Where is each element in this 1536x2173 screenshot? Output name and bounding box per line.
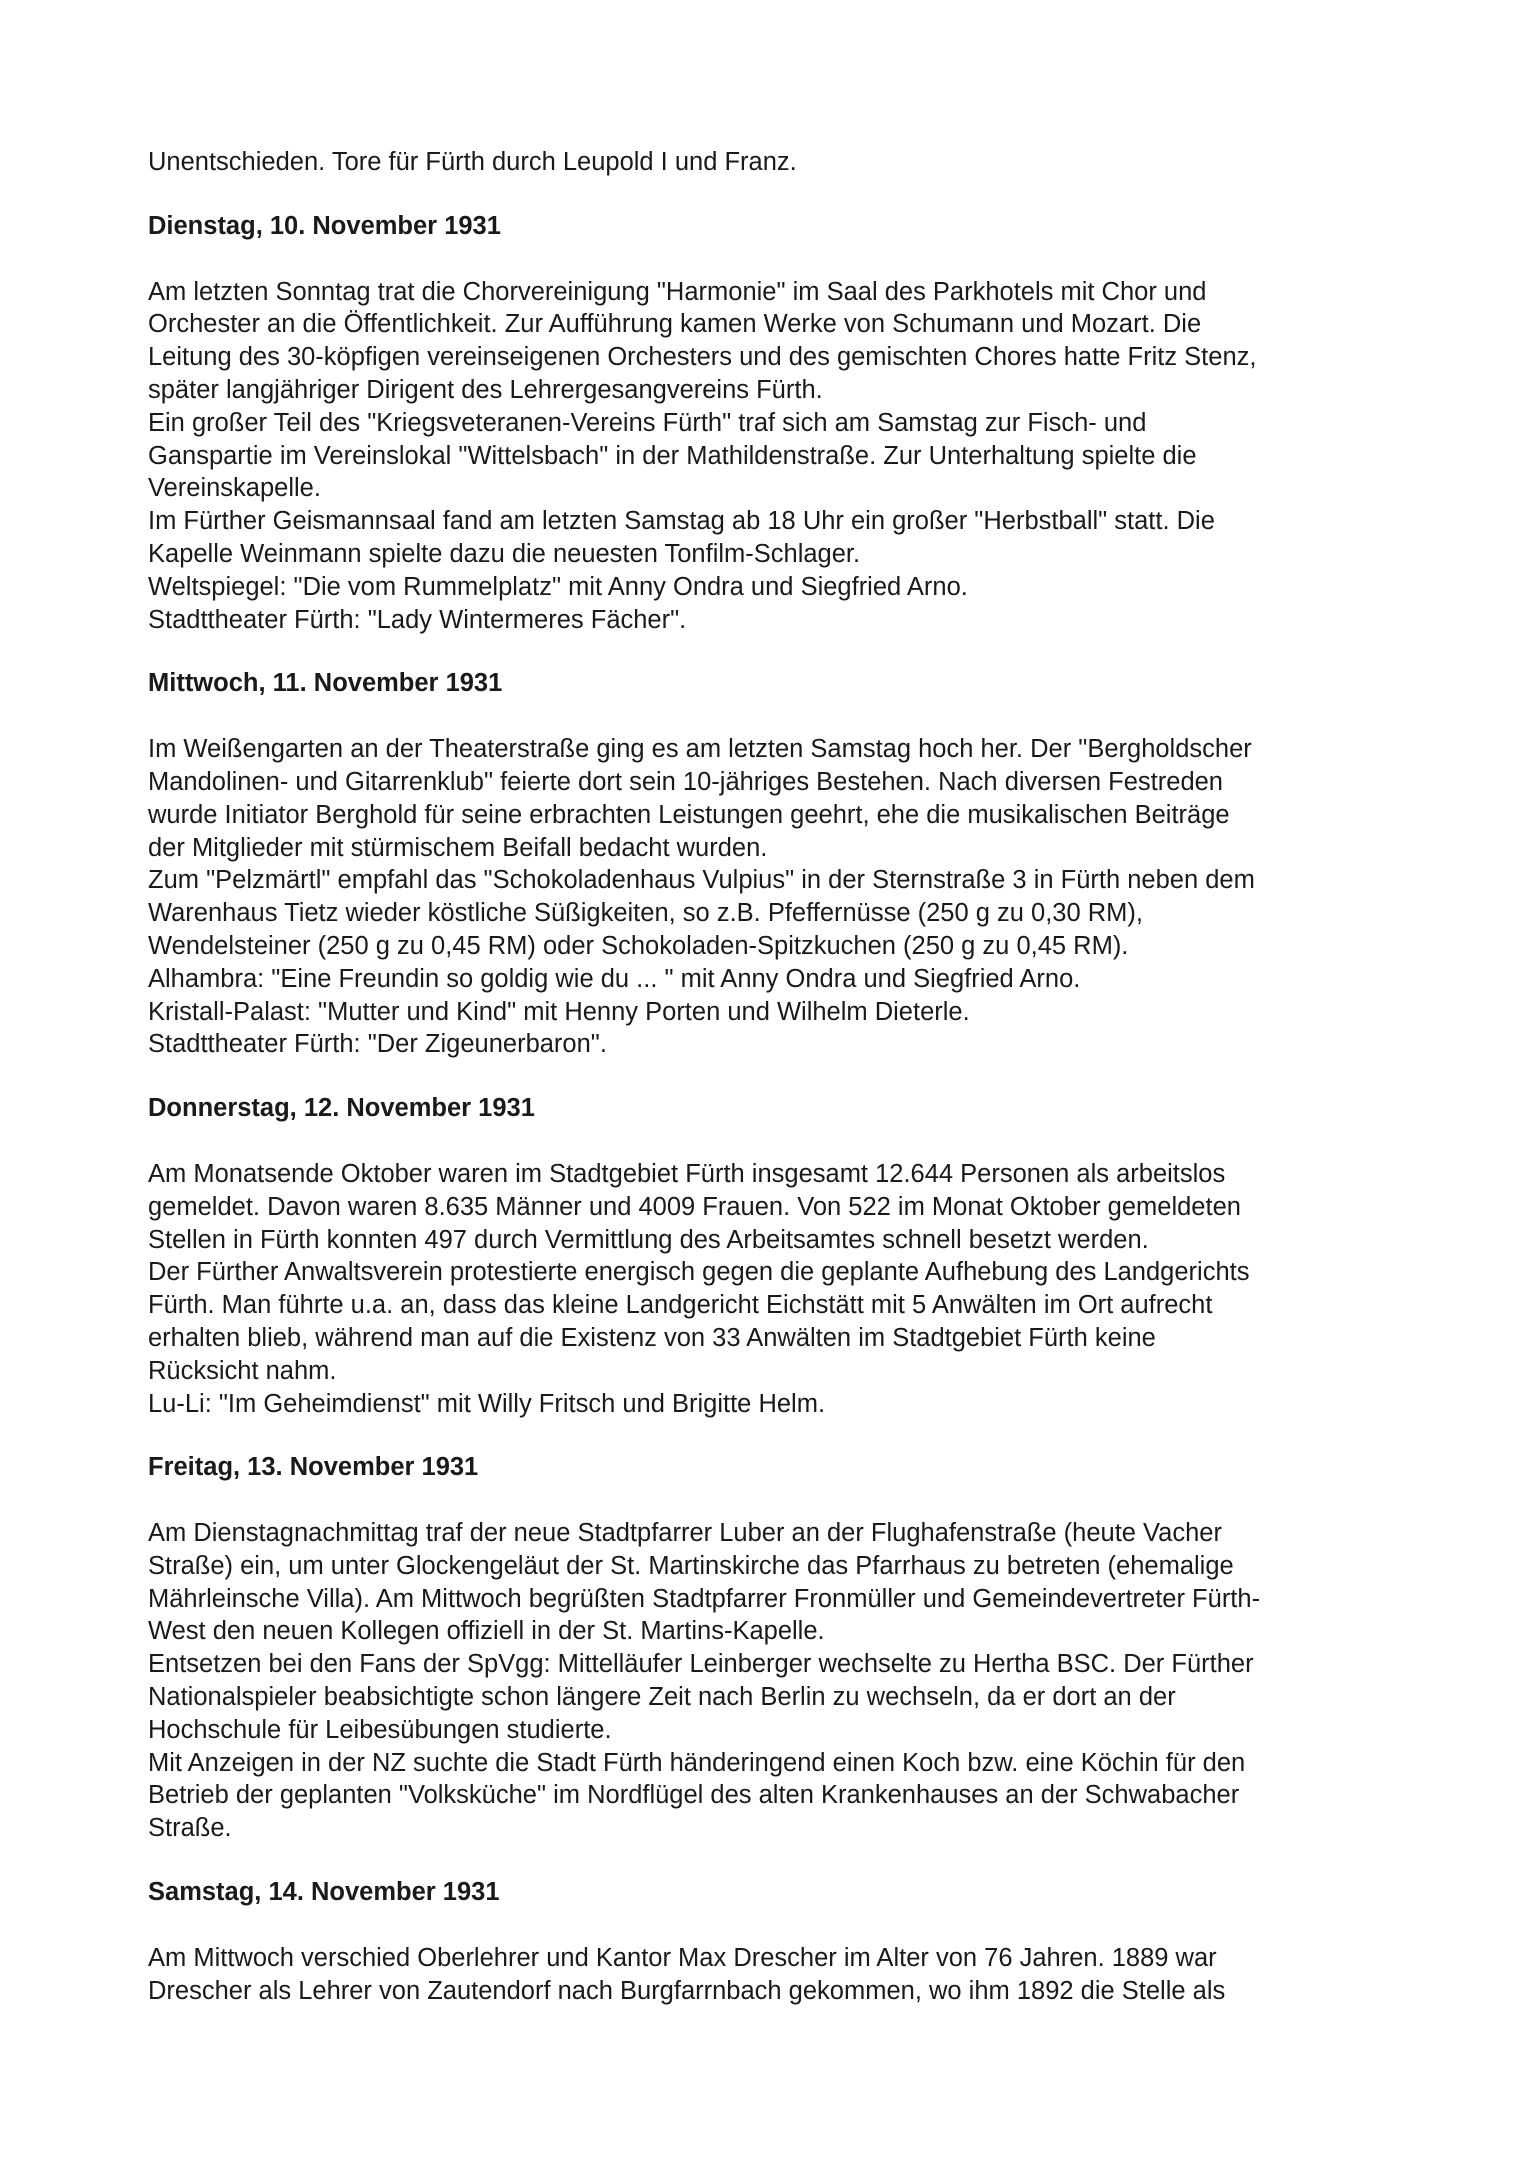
section-date-heading: Donnerstag, 12. November 1931 bbox=[148, 1094, 535, 1123]
diary-section bbox=[148, 1876, 1428, 2007]
news-paragraph bbox=[148, 1648, 1428, 1746]
text-line: Stellen in Fürth konnten 497 durch Vermittlung des Arbeitsamtes schnell besetzt werden. bbox=[148, 1225, 1149, 1254]
text-line: Stadttheater Fürth: "Lady Wintermeres Fächer". bbox=[148, 605, 687, 634]
text-line: Zum "Pelzmärtl" empfahl das "Schokoladenhaus Vulpius" in der Sternstraße 3 in Fürth neben dem bbox=[148, 866, 1255, 895]
text-line: der Mitglieder mit stürmischem Beifall bedacht wurden. bbox=[148, 833, 768, 862]
diary-section bbox=[148, 210, 1428, 637]
news-paragraph bbox=[148, 996, 1428, 1029]
text-line: Am letzten Sonntag trat die Chorvereinigung "Harmonie" im Saal des Parkhotels mit Chor und bbox=[148, 277, 1207, 306]
text-line: Drescher als Lehrer von Zautendorf nach Burgfarrnbach gekommen, wo ihm 1892 die Stelle als bbox=[148, 1976, 1226, 2005]
text-line: Lu-Li: "Im Geheimdienst" mit Willy Fritsch und Brigitte Helm. bbox=[148, 1389, 826, 1418]
news-paragraph bbox=[148, 505, 1428, 571]
text-line: Im Weißengarten an der Theaterstraße ging es am letzten Samstag hoch her. Der "Bergholdscher bbox=[148, 735, 1252, 764]
section-date-heading: Freitag, 13. November 1931 bbox=[148, 1453, 479, 1482]
section-body bbox=[148, 276, 1428, 637]
news-paragraph bbox=[148, 407, 1428, 505]
diary-section bbox=[148, 667, 1428, 1061]
text-line: Kristall-Palast: "Mutter und Kind" mit Henny Porten und Wilhelm Dieterle. bbox=[148, 997, 970, 1026]
text-line: Mandolinen- und Gitarrenklub" feierte dort sein 10-jähriges Bestehen. Nach diversen Festreden bbox=[148, 767, 1223, 796]
section-body bbox=[148, 1517, 1428, 1845]
intro-text: Unentschieden. Tore für Fürth durch Leupold I und Franz. bbox=[148, 148, 797, 176]
text-line: Im Fürther Geismannsaal fand am letzten Samstag ab 18 Uhr ein großer "Herbstball" statt. Die bbox=[148, 507, 1215, 536]
section-date-heading: Samstag, 14. November 1931 bbox=[148, 1878, 500, 1907]
text-line: Stadttheater Fürth: "Der Zigeunerbaron". bbox=[148, 1030, 607, 1059]
text-line: Alhambra: "Eine Freundin so goldig wie du ... " mit Anny Ondra und Siegfried Arno. bbox=[148, 964, 1081, 993]
text-line: Mit Anzeigen in der NZ suchte die Stadt Fürth händeringend einen Koch bzw. eine Köchin für den bbox=[148, 1748, 1246, 1777]
text-line: erhalten blieb, während man auf die Existenz von 33 Anwälten im Stadtgebiet Fürth keine bbox=[148, 1323, 1156, 1352]
text-line: Mährleinsche Villa). Am Mittwoch begrüßten Stadtpfarrer Fronmüller und Gemeindevertreter Fürth- bbox=[148, 1584, 1261, 1613]
news-paragraph bbox=[148, 571, 1428, 604]
section-body bbox=[148, 1158, 1428, 1420]
news-paragraph bbox=[148, 1158, 1428, 1256]
text-line: Straße. bbox=[148, 1814, 232, 1843]
news-paragraph bbox=[148, 1942, 1428, 2008]
text-line: wurde Initiator Berghold für seine erbrachten Leistungen geehrt, ehe die musikalischen Beiträge bbox=[148, 800, 1230, 829]
text-line: Hochschule für Leibesübungen studierte. bbox=[148, 1715, 612, 1744]
text-line: Kapelle Weinmann spielte dazu die neuesten Tonfilm-Schlager. bbox=[148, 539, 861, 568]
news-paragraph bbox=[148, 864, 1428, 962]
text-line: gemeldet. Davon waren 8.635 Männer und 4009 Frauen. Von 522 im Monat Oktober gemeldeten bbox=[148, 1192, 1241, 1221]
text-line: Orchester an die Öffentlichkeit. Zur Aufführung kamen Werke von Schumann und Mozart. Die bbox=[148, 310, 1202, 339]
section-date-heading: Mittwoch, 11. November 1931 bbox=[148, 669, 503, 698]
text-line: Betrieb der geplanten "Volksküche" im Nordflügel des alten Krankenhauses an der Schwabacher bbox=[148, 1781, 1240, 1810]
document-content bbox=[148, 146, 1428, 2038]
diary-section bbox=[148, 1451, 1428, 1845]
text-line: Warenhaus Tietz wieder köstliche Süßigkeiten, so z.B. Pfeffernüsse (250 g zu 0,30 RM), bbox=[148, 899, 1143, 928]
section-body bbox=[148, 733, 1428, 1061]
text-line: Straße) ein, um unter Glockengeläut der St. Martinskirche das Pfarrhaus zu betreten (ehemalige bbox=[148, 1551, 1234, 1580]
text-line: Weltspiegel: "Die vom Rummelplatz" mit Anny Ondra und Siegfried Arno. bbox=[148, 572, 968, 601]
text-line: Am Mittwoch verschied Oberlehrer und Kantor Max Drescher im Alter von 76 Jahren. 1889 war bbox=[148, 1943, 1217, 1972]
section-date-heading: Dienstag, 10. November 1931 bbox=[148, 211, 501, 240]
text-line: Vereinskapelle. bbox=[148, 474, 321, 503]
news-paragraph bbox=[148, 1028, 1428, 1061]
news-paragraph bbox=[148, 963, 1428, 996]
text-line: West den neuen Kollegen offiziell in der St. Martins-Kapelle. bbox=[148, 1617, 825, 1646]
news-paragraph bbox=[148, 1517, 1428, 1648]
text-line: Leitung des 30-köpfigen vereinseigenen Orchesters und des gemischten Chores hatte Fritz Stenz, bbox=[148, 343, 1257, 372]
text-line: Am Dienstagnachmittag traf der neue Stadtpfarrer Luber an der Flughafenstraße (heute Vacher bbox=[148, 1519, 1222, 1548]
text-line: Am Monatsende Oktober waren im Stadtgebiet Fürth insgesamt 12.644 Personen als arbeitslos bbox=[148, 1159, 1226, 1188]
news-paragraph bbox=[148, 1388, 1428, 1421]
news-paragraph bbox=[148, 604, 1428, 637]
text-line: Wendelsteiner (250 g zu 0,45 RM) oder Schokoladen-Spitzkuchen (250 g zu 0,45 RM). bbox=[148, 931, 1129, 960]
text-line: Rücksicht nahm. bbox=[148, 1356, 337, 1385]
text-line: Ganspartie im Vereinslokal "Wittelsbach" in der Mathildenstraße. Zur Unterhaltung spielte die bbox=[148, 441, 1197, 470]
news-paragraph bbox=[148, 276, 1428, 407]
diary-section bbox=[148, 1092, 1428, 1420]
text-line: Entsetzen bei den Fans der SpVgg: Mittelläufer Leinberger wechselte zu Hertha BSC. Der Fürther bbox=[148, 1650, 1254, 1679]
text-line: Ein großer Teil des "Kriegsveteranen-Vereins Fürth" traf sich am Samstag zur Fisch- und bbox=[148, 408, 1147, 437]
news-paragraph bbox=[148, 1256, 1428, 1387]
text-line: später langjähriger Dirigent des Lehrergesangvereins Fürth. bbox=[148, 375, 823, 404]
text-line: Der Fürther Anwaltsverein protestierte energisch gegen die geplante Aufhebung des Landgerichts bbox=[148, 1258, 1250, 1287]
text-line: Fürth. Man führte u.a. an, dass das kleine Landgericht Eichstätt mit 5 Anwälten im Ort aufrecht bbox=[148, 1291, 1213, 1320]
text-line: Nationalspieler beabsichtigte schon längere Zeit nach Berlin zu wechseln, da er dort an der bbox=[148, 1683, 1176, 1712]
news-paragraph bbox=[148, 1747, 1428, 1845]
section-body bbox=[148, 1942, 1428, 2008]
news-paragraph bbox=[148, 733, 1428, 864]
diary-sections bbox=[148, 210, 1428, 2008]
